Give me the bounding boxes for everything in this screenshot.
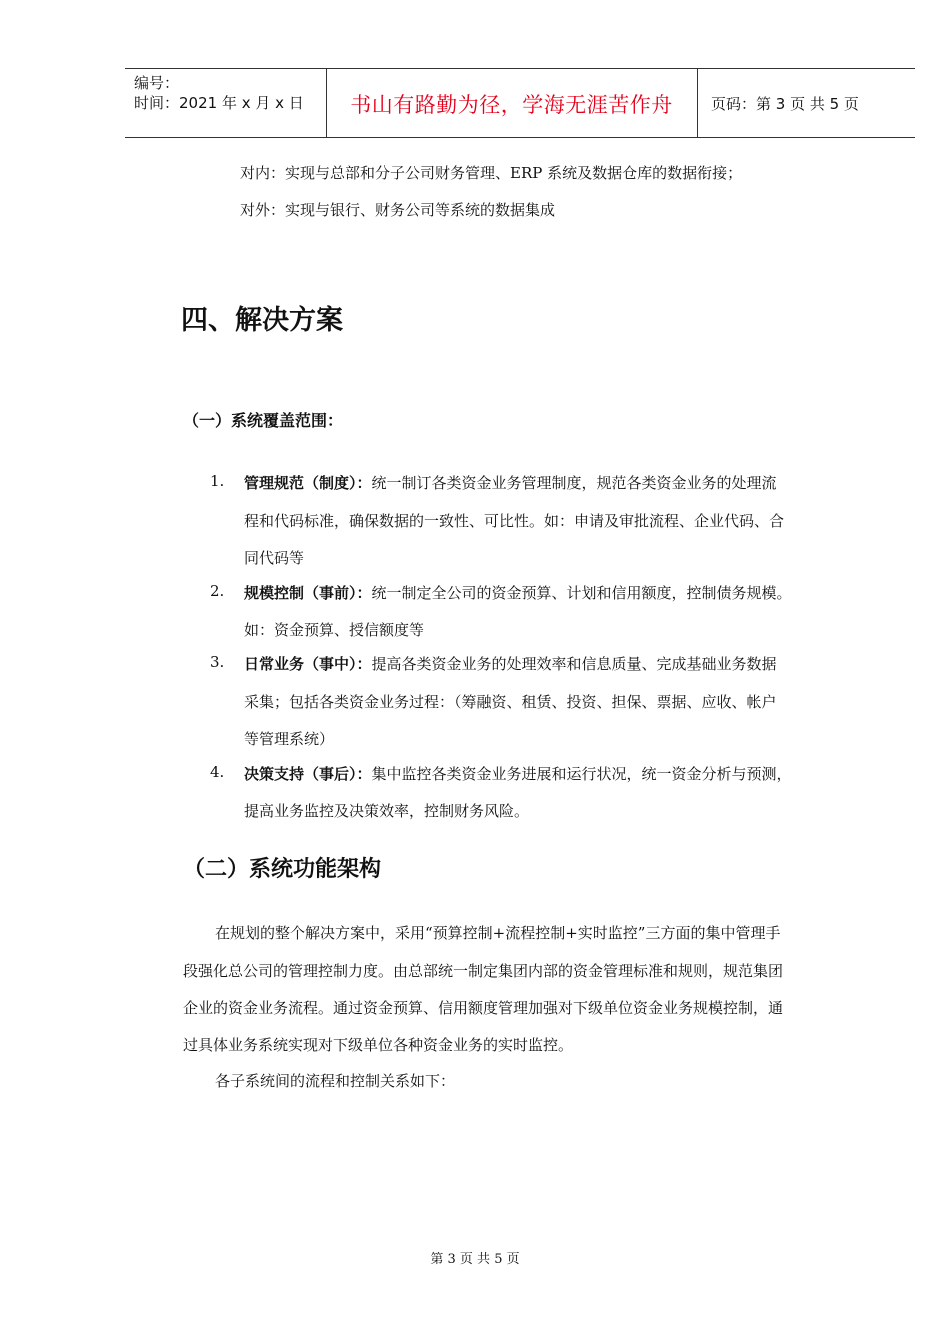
list-item-number: 2.	[210, 582, 225, 600]
list-item-title: 规模控制（事前）：	[244, 584, 372, 602]
header-page-info: 页码：第 3 页 共 5 页	[711, 95, 859, 113]
subsection-title-coverage: （一）系统覆盖范围：	[183, 411, 344, 430]
serial-label: 编号：	[134, 74, 180, 92]
header-motto: 书山有路勤为径，学海无涯苦作舟	[350, 93, 673, 117]
paragraph-line: 过具体业务系统实现对下级单位各种资金业务的实时监控。	[183, 1036, 574, 1054]
list-item-text: 同代码等	[244, 549, 305, 567]
paragraph-line: 企业的资金业务流程。通过资金预算、信用额度管理加强对下级单位资金业务规模控制，通	[183, 999, 784, 1017]
time-label: 时间：2021 年 x 月 x 日	[134, 94, 304, 112]
section-title: 四、解决方案	[181, 305, 343, 336]
paragraph-line: 段强化总公司的管理控制力度。由总部统一制定集团内部的资金管理标准和规则，规范集团	[183, 962, 784, 980]
list-item-text: 如：资金预算、授信额度等	[244, 621, 425, 639]
subsection-title-architecture: （二）系统功能架构	[183, 857, 382, 882]
paragraph-line: 在规划的整个解决方案中，采用“预算控制+流程控制+实时监控”三方面的集中管理手	[215, 924, 781, 942]
list-item-number: 1.	[210, 472, 225, 490]
intro-line-external: 对外：实现与银行、财务公司等系统的数据集成	[240, 201, 556, 219]
list-item-number: 4.	[210, 763, 225, 781]
list-item	[244, 653, 777, 674]
list-item-title: 日常业务（事中）：	[244, 655, 372, 673]
list-item-title: 决策支持（事后）：	[244, 765, 372, 783]
list-item	[244, 763, 792, 784]
header-motto-cell	[326, 69, 698, 137]
page-footer: 第 3 页 共 5 页	[430, 1252, 520, 1267]
list-item-text: 统一制订各类资金业务管理制度，规范各类资金业务的处理流	[371, 474, 777, 492]
list-item-text: 提高各类资金业务的处理效率和信息质量、完成基础业务数据	[371, 655, 777, 673]
list-item-text: 集中监控各类资金业务进展和运行状况，统一资金分析与预测，	[371, 765, 792, 783]
header-meta-cell	[125, 69, 327, 137]
closing-line: 各子系统间的流程和控制关系如下：	[215, 1072, 456, 1090]
list-item-text: 采集；包括各类资金业务过程：（筹融资、租赁、投资、担保、票据、应收、帐户	[244, 693, 777, 711]
list-item-number: 3.	[210, 653, 225, 671]
list-item	[244, 582, 792, 603]
header-page-cell	[697, 69, 915, 137]
list-item	[244, 472, 777, 493]
list-item-title: 管理规范（制度）：	[244, 474, 372, 492]
list-item-text: 提高业务监控及决策效率，控制财务风险。	[244, 802, 530, 820]
list-item-text: 统一制定全公司的资金预算、计划和信用额度，控制债务规模。	[371, 584, 792, 602]
intro-line-internal: 对内：实现与总部和分子公司财务管理、ERP 系统及数据仓库的数据衔接；	[240, 164, 743, 182]
list-item-text: 程和代码标准，确保数据的一致性、可比性。如：申请及审批流程、企业代码、合	[244, 512, 785, 530]
page-header	[125, 68, 915, 138]
list-item-text: 等管理系统）	[244, 730, 335, 748]
